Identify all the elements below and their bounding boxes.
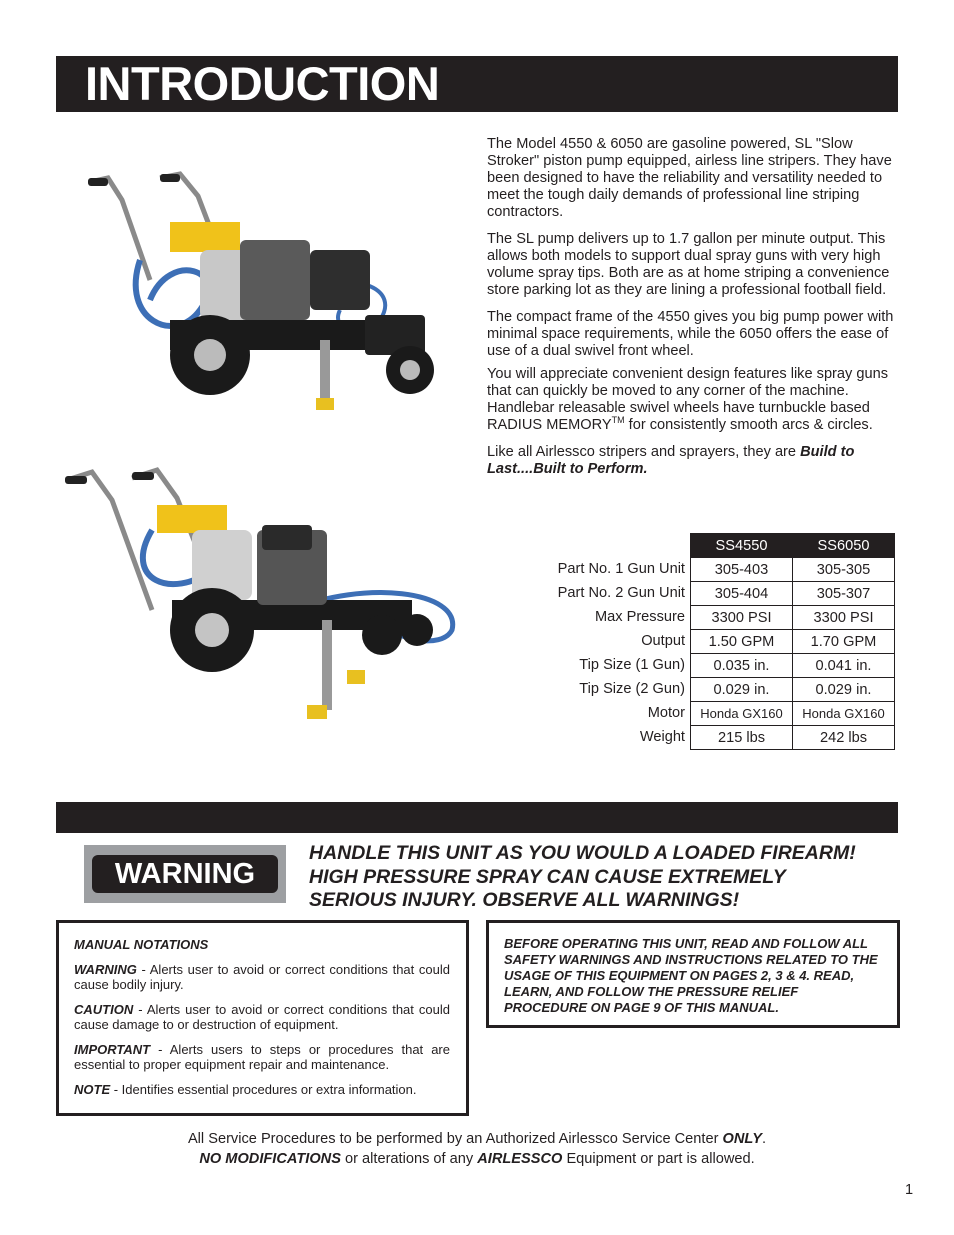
- column-header: SS6050: [793, 534, 895, 558]
- notation-term: IMPORTANT: [74, 1041, 151, 1057]
- notation-term: WARNING: [74, 961, 137, 977]
- before-operating-text: BEFORE OPERATING THIS UNIT, READ AND FOLLOW ALL SAFETY WARNINGS AND INSTRUCTIONS RELATED TO THE USAGE OF THIS EQUIPMENT ON PAGES 2, 3 & 4. READ, LEARN, AND FOLLOW THE PRESSURE RELIEF PROCEDURE ON PAGE 9 OF THIS MANUAL.: [504, 936, 878, 1015]
- warning-line: HIGH PRESSURE SPRAY CAN CAUSE EXTREMELY: [309, 865, 786, 888]
- manual-notations-box: [56, 920, 469, 1116]
- spec-labels: [500, 557, 685, 749]
- notation-text: - Alerts user to avoid or correct conditions that could cause damage to or destruction of equipment.: [74, 1001, 450, 1032]
- footer-text-run: .: [761, 1131, 767, 1147]
- warning-badge-label: WARNING: [92, 855, 278, 893]
- intro-text-run: You will appreciate convenient design features like spray guns that can quickly be moved to any corner of the machine. Handlebar releasable swivel wheels have turnbuckle based RADIUS MEMORY: [487, 366, 889, 433]
- footer-text-run: All Service Procedures to be performed by an Authorized Airlessco Service Center: [187, 1131, 723, 1147]
- footer-line: [56, 1149, 898, 1169]
- table-cell: 305-403: [691, 558, 793, 582]
- notation-term: CAUTION: [74, 1001, 134, 1017]
- spec-label: Part No. 2 Gun Unit: [557, 585, 685, 601]
- intro-paragraph: [487, 366, 897, 434]
- notation-item: [74, 1042, 450, 1073]
- warning-heading: [309, 842, 899, 913]
- table-row: [691, 582, 895, 606]
- striper-photo-ss4550: [80, 170, 445, 430]
- warning-line: HANDLE THIS UNIT AS YOU WOULD A LOADED FIREARM!: [309, 842, 856, 864]
- notation-text: - Alerts users to steps or procedures that are essential to proper equipment repair and maintenance.: [74, 1041, 450, 1072]
- spec-label: Tip Size (1 Gun): [579, 657, 685, 673]
- table-row: [691, 702, 895, 726]
- title-bar: [56, 56, 898, 112]
- trademark-mark: TM: [611, 415, 625, 425]
- spec-label: Weight: [639, 729, 685, 745]
- spec-label: Part No. 1 Gun Unit: [557, 561, 685, 577]
- intro-paragraph: [487, 444, 897, 478]
- warning-line: SERIOUS INJURY. OBSERVE ALL WARNINGS!: [309, 889, 740, 911]
- intro-text-run: Like all Airlessco stripers and sprayers, they are: [487, 444, 801, 460]
- warning-badge: [84, 845, 286, 903]
- table-row: [691, 606, 895, 630]
- notation-item: [74, 1002, 450, 1033]
- table-cell: 3300 PSI: [691, 606, 793, 630]
- footer-emphasis: ONLY: [722, 1131, 762, 1147]
- intro-text: [487, 136, 897, 488]
- footer-emphasis: AIRLESSCO: [477, 1151, 563, 1167]
- footer-emphasis: NO MODIFICATIONS: [199, 1151, 341, 1167]
- spec-table: [690, 533, 895, 750]
- footer-text-run: or alterations of any: [340, 1151, 478, 1167]
- spec-label: Max Pressure: [594, 609, 685, 625]
- spec-label: Output: [641, 633, 685, 649]
- table-row: [691, 678, 895, 702]
- spec-label: Motor: [647, 705, 685, 721]
- table-cell: 305-305: [793, 558, 895, 582]
- before-operating-box: [486, 920, 900, 1028]
- table-cell: 215 lbs: [691, 726, 793, 750]
- table-header-row: [691, 534, 895, 558]
- column-header: SS4550: [691, 534, 793, 558]
- table-cell: 305-307: [793, 582, 895, 606]
- table-cell: 242 lbs: [793, 726, 895, 750]
- table-row: [691, 726, 895, 750]
- intro-paragraph: The compact frame of the 4550 gives you big pump power with minimal space requirements, while the 6050 offers the ease of use of a dual swivel front wheel.: [487, 309, 894, 359]
- page-number: 1: [905, 1182, 914, 1198]
- intro-paragraph: The Model 4550 & 6050 are gasoline powered, SL "Slow Stroker" piston pump equipped, airless line stripers. They have been designed to have the reliability and versatility needed to meet the tough daily demands of professional line striping contractors.: [487, 136, 892, 220]
- table-cell: 1.50 GPM: [691, 630, 793, 654]
- section-divider-bar: [56, 802, 898, 833]
- table-cell: 3300 PSI: [793, 606, 895, 630]
- slogan: Build to Last....Built to Perform.: [487, 444, 855, 477]
- table-cell: 0.041 in.: [793, 654, 895, 678]
- table-row: [691, 558, 895, 582]
- notation-term: NOTE: [74, 1081, 111, 1097]
- notation-text: - Alerts user to avoid or correct conditions that could cause bodily injury.: [74, 961, 450, 992]
- table-cell: 0.035 in.: [691, 654, 793, 678]
- striper-photo-ss6050: [62, 460, 472, 735]
- table-cell: Honda GX160: [691, 702, 793, 726]
- table-cell: 1.70 GPM: [793, 630, 895, 654]
- table-cell: 0.029 in.: [793, 678, 895, 702]
- table-row: [691, 654, 895, 678]
- notation-text: - Identifies essential procedures or extra information.: [110, 1081, 417, 1097]
- notation-item: [74, 1082, 450, 1098]
- spec-label: Tip Size (2 Gun): [579, 681, 685, 697]
- intro-paragraph: The SL pump delivers up to 1.7 gallon per minute output. This allows both models to support dual spray guns with very high volume spray tips. Both are as at home striping a convenience store parking lot as they are lining a professional football field.: [487, 231, 890, 298]
- notations-heading: MANUAL NOTATIONS: [74, 937, 209, 952]
- table-row: [691, 630, 895, 654]
- footer-text-run: Equipment or part is allowed.: [562, 1151, 755, 1167]
- intro-text-run: for consistently smooth arcs & circles.: [624, 417, 873, 433]
- table-cell: 0.029 in.: [691, 678, 793, 702]
- table-cell: Honda GX160: [793, 702, 895, 726]
- table-cell: 305-404: [691, 582, 793, 606]
- footer-line: [56, 1129, 898, 1149]
- footer-notice: [56, 1129, 898, 1169]
- page-title: INTRODUCTION: [85, 57, 440, 110]
- notation-item: [74, 962, 450, 993]
